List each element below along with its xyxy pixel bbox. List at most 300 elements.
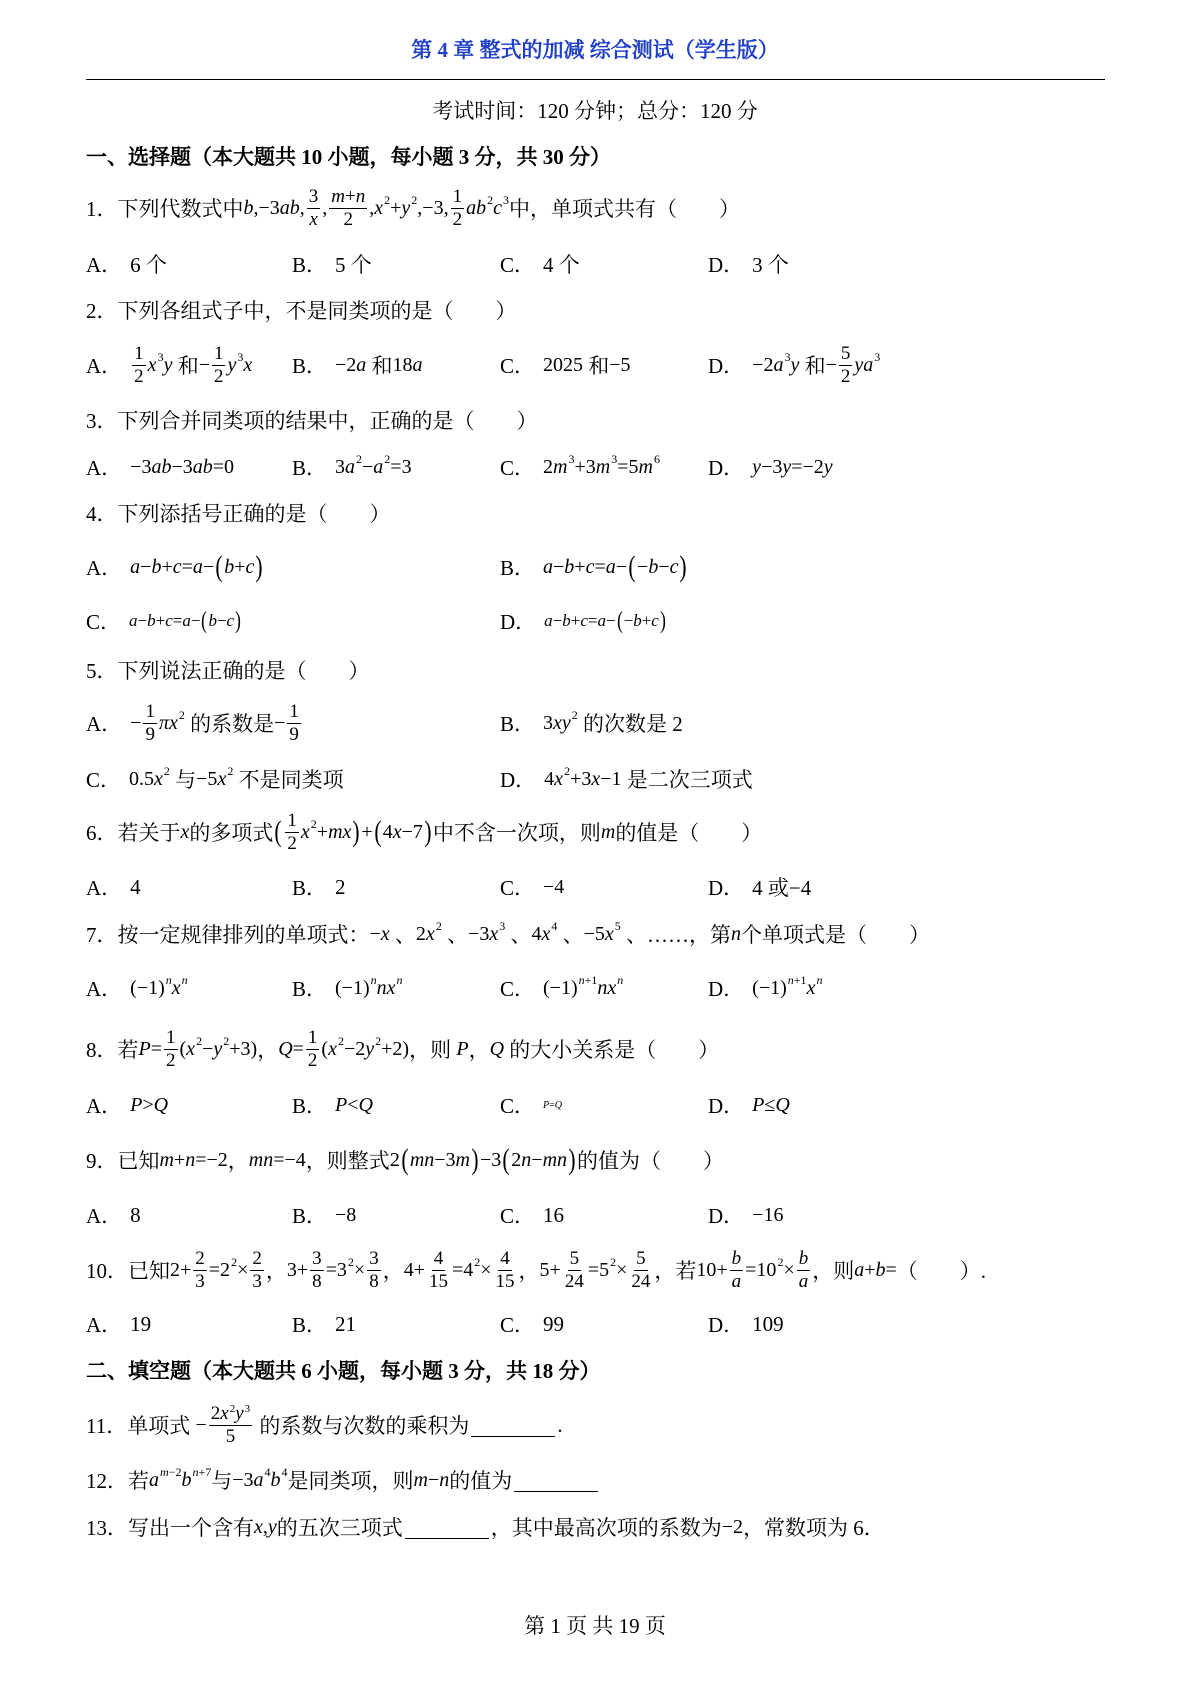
text-run: 不是同类项	[233, 768, 344, 792]
text-run: 9．已知	[86, 1149, 160, 1173]
math-variable: n	[521, 1148, 532, 1171]
text-run: 和	[172, 354, 199, 378]
math-expression: 1	[166, 1027, 176, 1049]
math-variable: n	[376, 976, 387, 999]
math-variable: x	[806, 976, 816, 999]
math-expression: m+n	[331, 186, 366, 208]
math-expression: 3	[312, 1248, 322, 1270]
section-heading-multiple-choice: 一、选择题（本大题共 10 小题，每小题 3 分，共 30 分）	[86, 145, 611, 169]
question-1-option-c	[500, 249, 708, 279]
text-run: 10．已知	[86, 1259, 170, 1283]
question-9-stem	[86, 1138, 1105, 1182]
option-content	[130, 456, 234, 479]
question-1-option-a	[86, 249, 292, 279]
math-variable: b	[270, 1468, 281, 1491]
fraction-numerator	[143, 701, 157, 723]
question-3-stem	[86, 398, 1105, 442]
math-expression: 2m	[543, 455, 568, 478]
text-run: 的五次三项式	[276, 1516, 403, 1540]
math-variable: a	[854, 1258, 865, 1281]
option-content	[130, 249, 167, 279]
math-variable: Q	[554, 1099, 562, 1111]
text-run: 的多项式	[189, 821, 274, 845]
fraction-denominator	[287, 724, 301, 745]
option-label: C．	[500, 1094, 536, 1118]
math-variable: x	[554, 767, 564, 790]
option-label: B．	[292, 977, 328, 1001]
text-run: 7．按一定规律排列的单项式：	[86, 923, 370, 947]
math-expression	[164, 354, 173, 377]
math-expression: 3	[195, 1270, 205, 1292]
math-expression: −3a	[232, 1468, 264, 1491]
math-variable: a	[345, 455, 356, 478]
fraction-numerator	[839, 343, 853, 365]
fraction	[629, 1248, 652, 1292]
text-run: 16	[543, 1202, 565, 1227]
math-variable: b	[476, 196, 487, 219]
fraction-numerator	[451, 186, 465, 208]
math-variable: m	[600, 820, 616, 843]
question-10-options	[86, 1302, 1105, 1346]
big-parenthesis: )	[424, 815, 432, 848]
math-expression: 2n−mn	[511, 1148, 568, 1171]
math-expression	[493, 197, 502, 220]
question-4-option-d	[500, 606, 1105, 636]
math-variable: n	[787, 973, 794, 988]
math-expression: 2	[166, 1049, 176, 1071]
math-variable: a	[129, 611, 138, 630]
fraction	[494, 1248, 517, 1292]
fraction-denominator	[342, 209, 356, 230]
math-variable: y	[227, 353, 237, 376]
fraction-numerator	[306, 1027, 320, 1049]
math-expression: 0.5x	[129, 767, 163, 790]
question-4-options-row-2	[86, 599, 1105, 643]
math-variable: a	[192, 555, 203, 578]
math-expression: −b−c	[637, 555, 679, 578]
big-parenthesis: (	[401, 1143, 409, 1176]
fraction	[287, 701, 301, 745]
fraction	[209, 1403, 252, 1447]
math-expression: a−b+c=a−	[544, 611, 616, 630]
math-expression: 1	[452, 186, 463, 208]
math-expression: −4	[543, 875, 565, 898]
question-1-option-d	[708, 249, 1105, 279]
math-expression: 3+	[286, 1258, 309, 1281]
math-expression	[181, 1469, 191, 1492]
text-run: 99	[543, 1311, 565, 1336]
text-run: ，	[227, 1149, 249, 1173]
superscript: 3	[244, 1403, 251, 1416]
math-expression: +	[361, 820, 373, 843]
fraction	[250, 1248, 264, 1292]
option-content	[130, 973, 188, 1000]
math-expression: 8	[369, 1270, 379, 1292]
answer-blank	[514, 1469, 598, 1492]
math-variable: x	[171, 976, 181, 999]
question-4-options-row-1	[86, 545, 1105, 589]
fraction	[797, 1248, 811, 1292]
text-run: 4 或−4	[752, 876, 812, 900]
math-expression: m+n=−2	[159, 1148, 228, 1171]
math-variable: x	[342, 820, 352, 843]
math-expression: ,−3,	[417, 196, 449, 219]
math-variable: Q	[153, 1093, 169, 1116]
math-variable: y	[752, 455, 762, 478]
question-6-options	[86, 865, 1105, 909]
text-run: 6 个	[130, 253, 167, 277]
math-variable: x	[553, 711, 562, 734]
question-12-stem: 12．若 a m−2 b n+7 与 −3a 4 b 4 是同类项，则 m−n 的值为	[86, 1458, 1105, 1502]
math-expression: 4x	[544, 767, 564, 790]
fraction-numerator	[367, 1248, 381, 1270]
math-variable: n	[396, 973, 403, 988]
math-variable: n	[263, 1148, 274, 1171]
math-variable: n	[439, 1468, 450, 1491]
math-variable: m	[413, 1468, 428, 1491]
math-variable: a	[373, 455, 384, 478]
math-expression: 15	[495, 1270, 515, 1292]
question-2-stem	[86, 288, 1105, 332]
question-9-options	[86, 1193, 1105, 1237]
text-run: ，常数项为 6．	[743, 1516, 885, 1540]
text-run: 5 个	[335, 253, 372, 277]
option-content: 0.5x 2 与 −5x 2 不是同类项	[129, 764, 344, 792]
math-expression: −b+c	[623, 611, 659, 630]
text-run: 6．若关于	[86, 821, 181, 845]
math-variable: a	[130, 555, 141, 578]
math-expression: a−b+c=a−	[129, 611, 201, 630]
math-expression	[732, 1248, 742, 1269]
math-expression: 2+	[170, 1258, 192, 1281]
math-variable: n	[557, 1148, 568, 1171]
math-expression	[148, 354, 157, 377]
math-expression: 2	[389, 1148, 400, 1171]
math-variable: a	[605, 555, 616, 578]
math-expression: ×	[480, 1258, 492, 1281]
math-expression: −a	[362, 455, 384, 478]
math-expression: =3	[325, 1258, 347, 1281]
math-variable: b	[208, 611, 217, 630]
math-expression: 24	[631, 1270, 651, 1292]
math-expression: P=Q	[543, 1099, 562, 1111]
math-expression: 18a	[392, 353, 423, 376]
math-variable: x	[217, 767, 227, 790]
fraction-denominator	[143, 724, 157, 745]
option-label: A．	[86, 456, 123, 480]
math-expression: −16	[752, 1203, 784, 1226]
fraction	[307, 186, 321, 230]
question-3-option-b	[292, 452, 500, 482]
math-variable: a	[544, 611, 553, 630]
math-expression: 3xy	[543, 711, 571, 734]
fraction-denominator	[451, 209, 465, 230]
math-variable: b	[181, 1468, 192, 1491]
fraction-denominator	[224, 1426, 238, 1447]
option-label: A．	[86, 556, 123, 580]
math-expression: 4	[500, 1248, 510, 1270]
math-variable: n	[617, 973, 624, 988]
math-expression: 1	[287, 810, 297, 832]
math-variable: b	[224, 555, 235, 578]
question-6-stem: 6．若关于 x 的多项式 ( $\frac{1}{2}$ x 2 +mx ) + ( 4x−7 ) 中不含一次项，则 m 的值是（ ）	[86, 810, 763, 854]
fraction	[193, 1248, 207, 1292]
math-expression: m−n	[413, 1468, 450, 1491]
text-run: 8．若	[86, 1038, 139, 1062]
math-expression: −3x	[468, 922, 499, 945]
text-run: 、	[389, 923, 416, 947]
math-variable: x	[380, 922, 390, 945]
text-run: 109	[752, 1311, 784, 1336]
math-expression: 2025	[543, 353, 584, 376]
big-parenthesis: (	[274, 815, 282, 848]
text-run: 、	[505, 923, 532, 947]
math-expression	[243, 354, 252, 377]
math-expression: P≤Q	[752, 1093, 790, 1116]
math-expression: −2a	[752, 353, 784, 376]
question-11-stem	[86, 1403, 1105, 1447]
math-expression: (x	[321, 1037, 337, 1060]
math-variable: m	[248, 1148, 264, 1171]
text-run: 13．写出一个含有	[86, 1516, 254, 1540]
math-expression: 2	[195, 1248, 205, 1270]
math-expression	[301, 821, 310, 844]
question-7-option-a	[86, 973, 292, 1003]
math-expression: 5	[225, 1425, 236, 1447]
exam-info: 考试时间：120 分钟；总分：120 分	[432, 99, 758, 123]
text-run: 的系数与次数的乘积为	[254, 1414, 470, 1438]
math-expression: =5	[587, 1258, 610, 1281]
math-expression: +2)	[381, 1037, 410, 1060]
math-variable: n	[597, 976, 608, 999]
big-parenthesis: )	[659, 608, 666, 634]
option-label: B．	[292, 1094, 328, 1118]
math-variable: x	[541, 922, 551, 945]
question-3-options	[86, 445, 1105, 489]
math-expression	[601, 821, 615, 844]
option-label: C．	[500, 253, 536, 277]
math-expression	[490, 1038, 504, 1061]
math-variable: m	[328, 820, 343, 843]
fraction-denominator	[285, 833, 299, 854]
math-expression: +3)	[229, 1037, 258, 1060]
math-variable: n	[181, 973, 188, 988]
math-expression	[172, 977, 181, 1000]
text-run: 3 个	[752, 253, 789, 277]
math-expression: −	[195, 1413, 207, 1436]
math-expression: (−1)	[543, 976, 578, 999]
option-label: B．	[500, 556, 536, 580]
math-variable: y	[401, 196, 411, 219]
math-variable: x	[309, 208, 318, 230]
fraction-numerator	[568, 1248, 582, 1270]
text-run: 21	[335, 1311, 357, 1336]
math-expression	[149, 1469, 159, 1492]
math-expression: +3m	[574, 455, 611, 478]
option-content	[543, 1100, 562, 1111]
option-label: D．	[708, 1094, 745, 1118]
math-variable: n	[370, 973, 377, 988]
math-expression: 9	[289, 723, 299, 745]
math-expression	[377, 977, 396, 1000]
option-content	[335, 973, 403, 1000]
question-5-options-row-2	[86, 757, 1105, 801]
option-content	[129, 609, 242, 633]
math-variable: m	[159, 1148, 174, 1171]
option-content: 4x 2 +3x−1 是二次三项式	[544, 764, 753, 792]
math-variable: b	[151, 555, 162, 578]
math-expression: 3a	[335, 455, 356, 478]
math-variable: x	[147, 353, 157, 376]
text-run: ，若	[654, 1259, 697, 1283]
fraction	[451, 186, 465, 230]
math-variable: a	[356, 353, 367, 376]
text-run: 12．若	[86, 1469, 149, 1493]
question-4-option-a	[86, 552, 500, 582]
math-expression: −	[198, 353, 210, 376]
math-expression: 2	[307, 1049, 318, 1071]
question-9-option-c	[500, 1200, 708, 1230]
option-content	[752, 872, 811, 902]
math-variable: m	[542, 1148, 558, 1171]
math-variable: c	[172, 555, 182, 578]
question-8-option-a	[86, 1090, 292, 1120]
math-expression: 15	[428, 1270, 448, 1292]
math-variable: x	[220, 1403, 229, 1425]
text-run: 、……，第	[620, 923, 732, 947]
fraction	[730, 1248, 744, 1292]
option-label: D．	[708, 1313, 745, 1337]
fraction-denominator	[307, 209, 319, 230]
text-run: ，	[265, 1259, 287, 1283]
math-expression: mn=−4	[248, 1148, 306, 1171]
option-content	[752, 456, 833, 479]
math-variable: n	[165, 973, 172, 988]
math-variable: b	[289, 196, 300, 219]
math-variable: c	[580, 611, 588, 630]
option-content: 3a 2 −a 2 =3	[335, 452, 412, 478]
question-5-option-a	[86, 701, 500, 745]
math-variable: x	[392, 820, 402, 843]
math-variable: n	[578, 973, 585, 988]
fraction-numerator	[132, 343, 146, 365]
math-variable: P	[138, 1037, 151, 1060]
math-variable: x	[607, 976, 617, 999]
math-expression: 2	[134, 365, 144, 387]
math-variable: b	[562, 611, 571, 630]
math-variable: x	[168, 711, 178, 734]
text-run: ，则	[812, 1259, 855, 1283]
math-variable: P	[335, 1093, 348, 1116]
text-run: 8	[130, 1202, 141, 1227]
question-6-option-b	[292, 872, 500, 902]
question-8-option-d	[708, 1090, 1105, 1120]
text-run: ，	[382, 1259, 404, 1283]
option-label: D．	[500, 768, 537, 792]
math-expression: 2	[452, 208, 463, 230]
fraction-numerator	[797, 1248, 811, 1270]
text-run: 4	[130, 874, 141, 899]
fraction-denominator	[193, 1271, 207, 1292]
text-run: 2．下列各组式子中，不是同类项的是（ ）	[86, 299, 517, 323]
question-5-stem	[86, 648, 1105, 692]
option-label: D．	[708, 1204, 745, 1228]
option-label: A．	[86, 977, 123, 1001]
question-5-option-c	[86, 764, 500, 794]
text-run: 与	[169, 768, 197, 792]
option-content	[752, 249, 789, 279]
math-variable: m	[595, 455, 611, 478]
option-label: B．	[500, 712, 536, 736]
math-variable: y	[854, 353, 864, 376]
math-variable: y	[782, 455, 792, 478]
math-expression: ,x	[369, 196, 384, 219]
question-6-option-a	[86, 872, 292, 902]
question-8-options	[86, 1083, 1105, 1127]
fraction-numerator	[329, 186, 367, 208]
math-variable: a	[731, 1270, 742, 1292]
fraction	[132, 343, 146, 387]
math-expression: 9	[145, 723, 155, 745]
option-content	[335, 875, 346, 900]
text-run: 2	[335, 874, 346, 899]
math-variable: m	[409, 1148, 425, 1171]
math-variable: c	[165, 611, 173, 630]
math-expression: (−1)	[752, 976, 787, 999]
math-expression	[799, 1248, 809, 1269]
math-expression: −8	[335, 1203, 357, 1226]
math-expression: −5x	[583, 922, 614, 945]
math-variable: Q	[489, 1037, 505, 1060]
math-expression: 5	[569, 1248, 580, 1270]
text-run: ，	[518, 1259, 540, 1283]
fraction-numerator	[164, 1027, 178, 1049]
question-4-option-c	[86, 606, 500, 636]
math-variable: Q	[278, 1037, 293, 1060]
option-content	[543, 1312, 564, 1337]
big-parenthesis: )	[568, 1143, 576, 1176]
question-7-option-b	[292, 973, 500, 1003]
math-expression	[807, 977, 816, 1000]
math-expression	[159, 712, 178, 735]
math-expression: 1	[213, 343, 224, 365]
math-variable: c	[245, 555, 255, 578]
text-run: 的次数是 2	[577, 712, 683, 736]
fraction-denominator	[310, 1271, 324, 1292]
math-variable: b	[731, 1248, 742, 1270]
math-variable: n	[185, 1148, 196, 1171]
section-heading-fill-in: 二、填空题（本大题共 6 小题，每小题 3 分，共 18 分）	[86, 1359, 601, 1383]
text-run: 、	[441, 923, 469, 947]
math-variable: x	[254, 1515, 263, 1538]
math-expression: x,y	[254, 1515, 277, 1538]
question-2-option-b	[292, 350, 500, 380]
question-13-stem	[86, 1505, 1105, 1549]
question-7-option-c	[500, 973, 708, 1003]
question-10-option-b	[292, 1309, 500, 1339]
page-footer: 第 1 页 共 19 页	[524, 1614, 666, 1638]
math-expression: ×	[353, 1258, 366, 1281]
option-content	[130, 1094, 168, 1117]
text-run: ，其中最高次项的系数为	[490, 1516, 722, 1540]
math-expression: −	[274, 711, 286, 734]
math-expression: ×	[616, 1258, 628, 1281]
fraction	[367, 1248, 381, 1292]
math-expression: 24	[564, 1270, 584, 1292]
text-run: 中不含一次项，则	[432, 821, 601, 845]
text-run: ，	[468, 1038, 490, 1062]
math-variable: x	[425, 922, 435, 945]
